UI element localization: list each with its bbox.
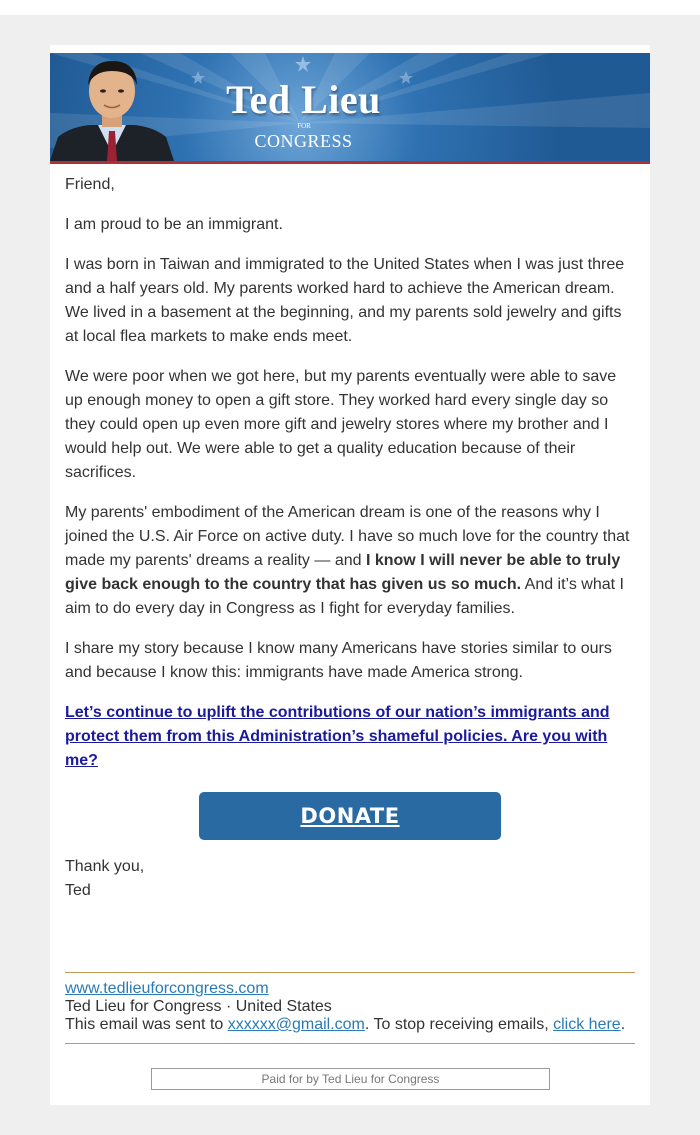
top-strip (0, 0, 700, 15)
signoff-thanks: Thank you, (65, 858, 145, 875)
sent-prefix: This email was sent to (65, 1016, 228, 1033)
brand-name: Ted Lieu (226, 77, 381, 122)
donate-button[interactable]: DONATE (199, 792, 501, 840)
paragraph-5: I share my story because I know many Americans have stories similar to ours and because I know this: immigrants have made America strong. (65, 640, 612, 681)
banner-red-line (50, 161, 650, 164)
donate-container (199, 792, 501, 840)
paragraph-4-text-a: My parents' embodiment of the American dream is one of the reasons why I joined the U.S. Air Force on active duty. I have so much love for the country that made my parents' dreams a reality — and (65, 504, 630, 569)
signoff (65, 855, 635, 903)
footer-sent-line (65, 1016, 635, 1034)
letter-body (65, 173, 635, 789)
paragraph-4-bold: I know I will never be able to truly give back enough to the country that has given us so much. (65, 552, 621, 593)
candidate-photo (50, 53, 174, 161)
brand-for: FOR (297, 122, 311, 130)
website-link[interactable]: www.tedlieuforcongress.com (65, 980, 269, 997)
sent-end: . (620, 1016, 626, 1033)
paragraph-1: I am proud to be an immigrant. (65, 216, 283, 233)
signoff-signature: Ted (65, 882, 91, 899)
cta-link[interactable]: Let’s continue to uplift the contributions of our nation’s immigrants and protect them from this Administration’s shameful policies. Are you with me? (65, 704, 610, 769)
email-footer (65, 980, 635, 1034)
paid-for-disclaimer: Paid for by Ted Lieu for Congress (151, 1068, 550, 1090)
paragraph-3: We were poor when we got here, but my parents eventually were able to save up enough money to open a gift store. They worked hard every single day so they could open up even more gift and jewelry stores where my brother and I would help out. We were able to get a quality education because of their sacrifices. (65, 368, 617, 481)
stop-text: . To stop receiving emails, (364, 1016, 554, 1033)
footer-divider-bottom (65, 1043, 635, 1044)
paragraph-2: I was born in Taiwan and immigrated to the United States when I was just three and a half years old. My parents worked hard to achieve the American dream. We lived in a basement at the beginning, and my parents sold jewelry and gifts at local flea markets to make ends meet. (65, 256, 625, 345)
email-card (50, 45, 650, 1105)
cta-paragraph (65, 701, 635, 773)
paragraph-4-text-c: And it’s what I aim to do every day in Congress as I fight for everyday families. (65, 576, 624, 617)
footer-divider-top (65, 972, 635, 973)
header-banner (50, 53, 650, 161)
unsubscribe-link[interactable]: click here (553, 1016, 621, 1033)
footer-org: Ted Lieu for Congress · United States (65, 998, 332, 1015)
brand-office: CONGRESS (254, 131, 353, 151)
paragraph-4 (65, 501, 635, 621)
recipient-email-link[interactable]: xxxxxx@gmail.com (227, 1016, 365, 1033)
greeting: Friend, (65, 176, 115, 193)
